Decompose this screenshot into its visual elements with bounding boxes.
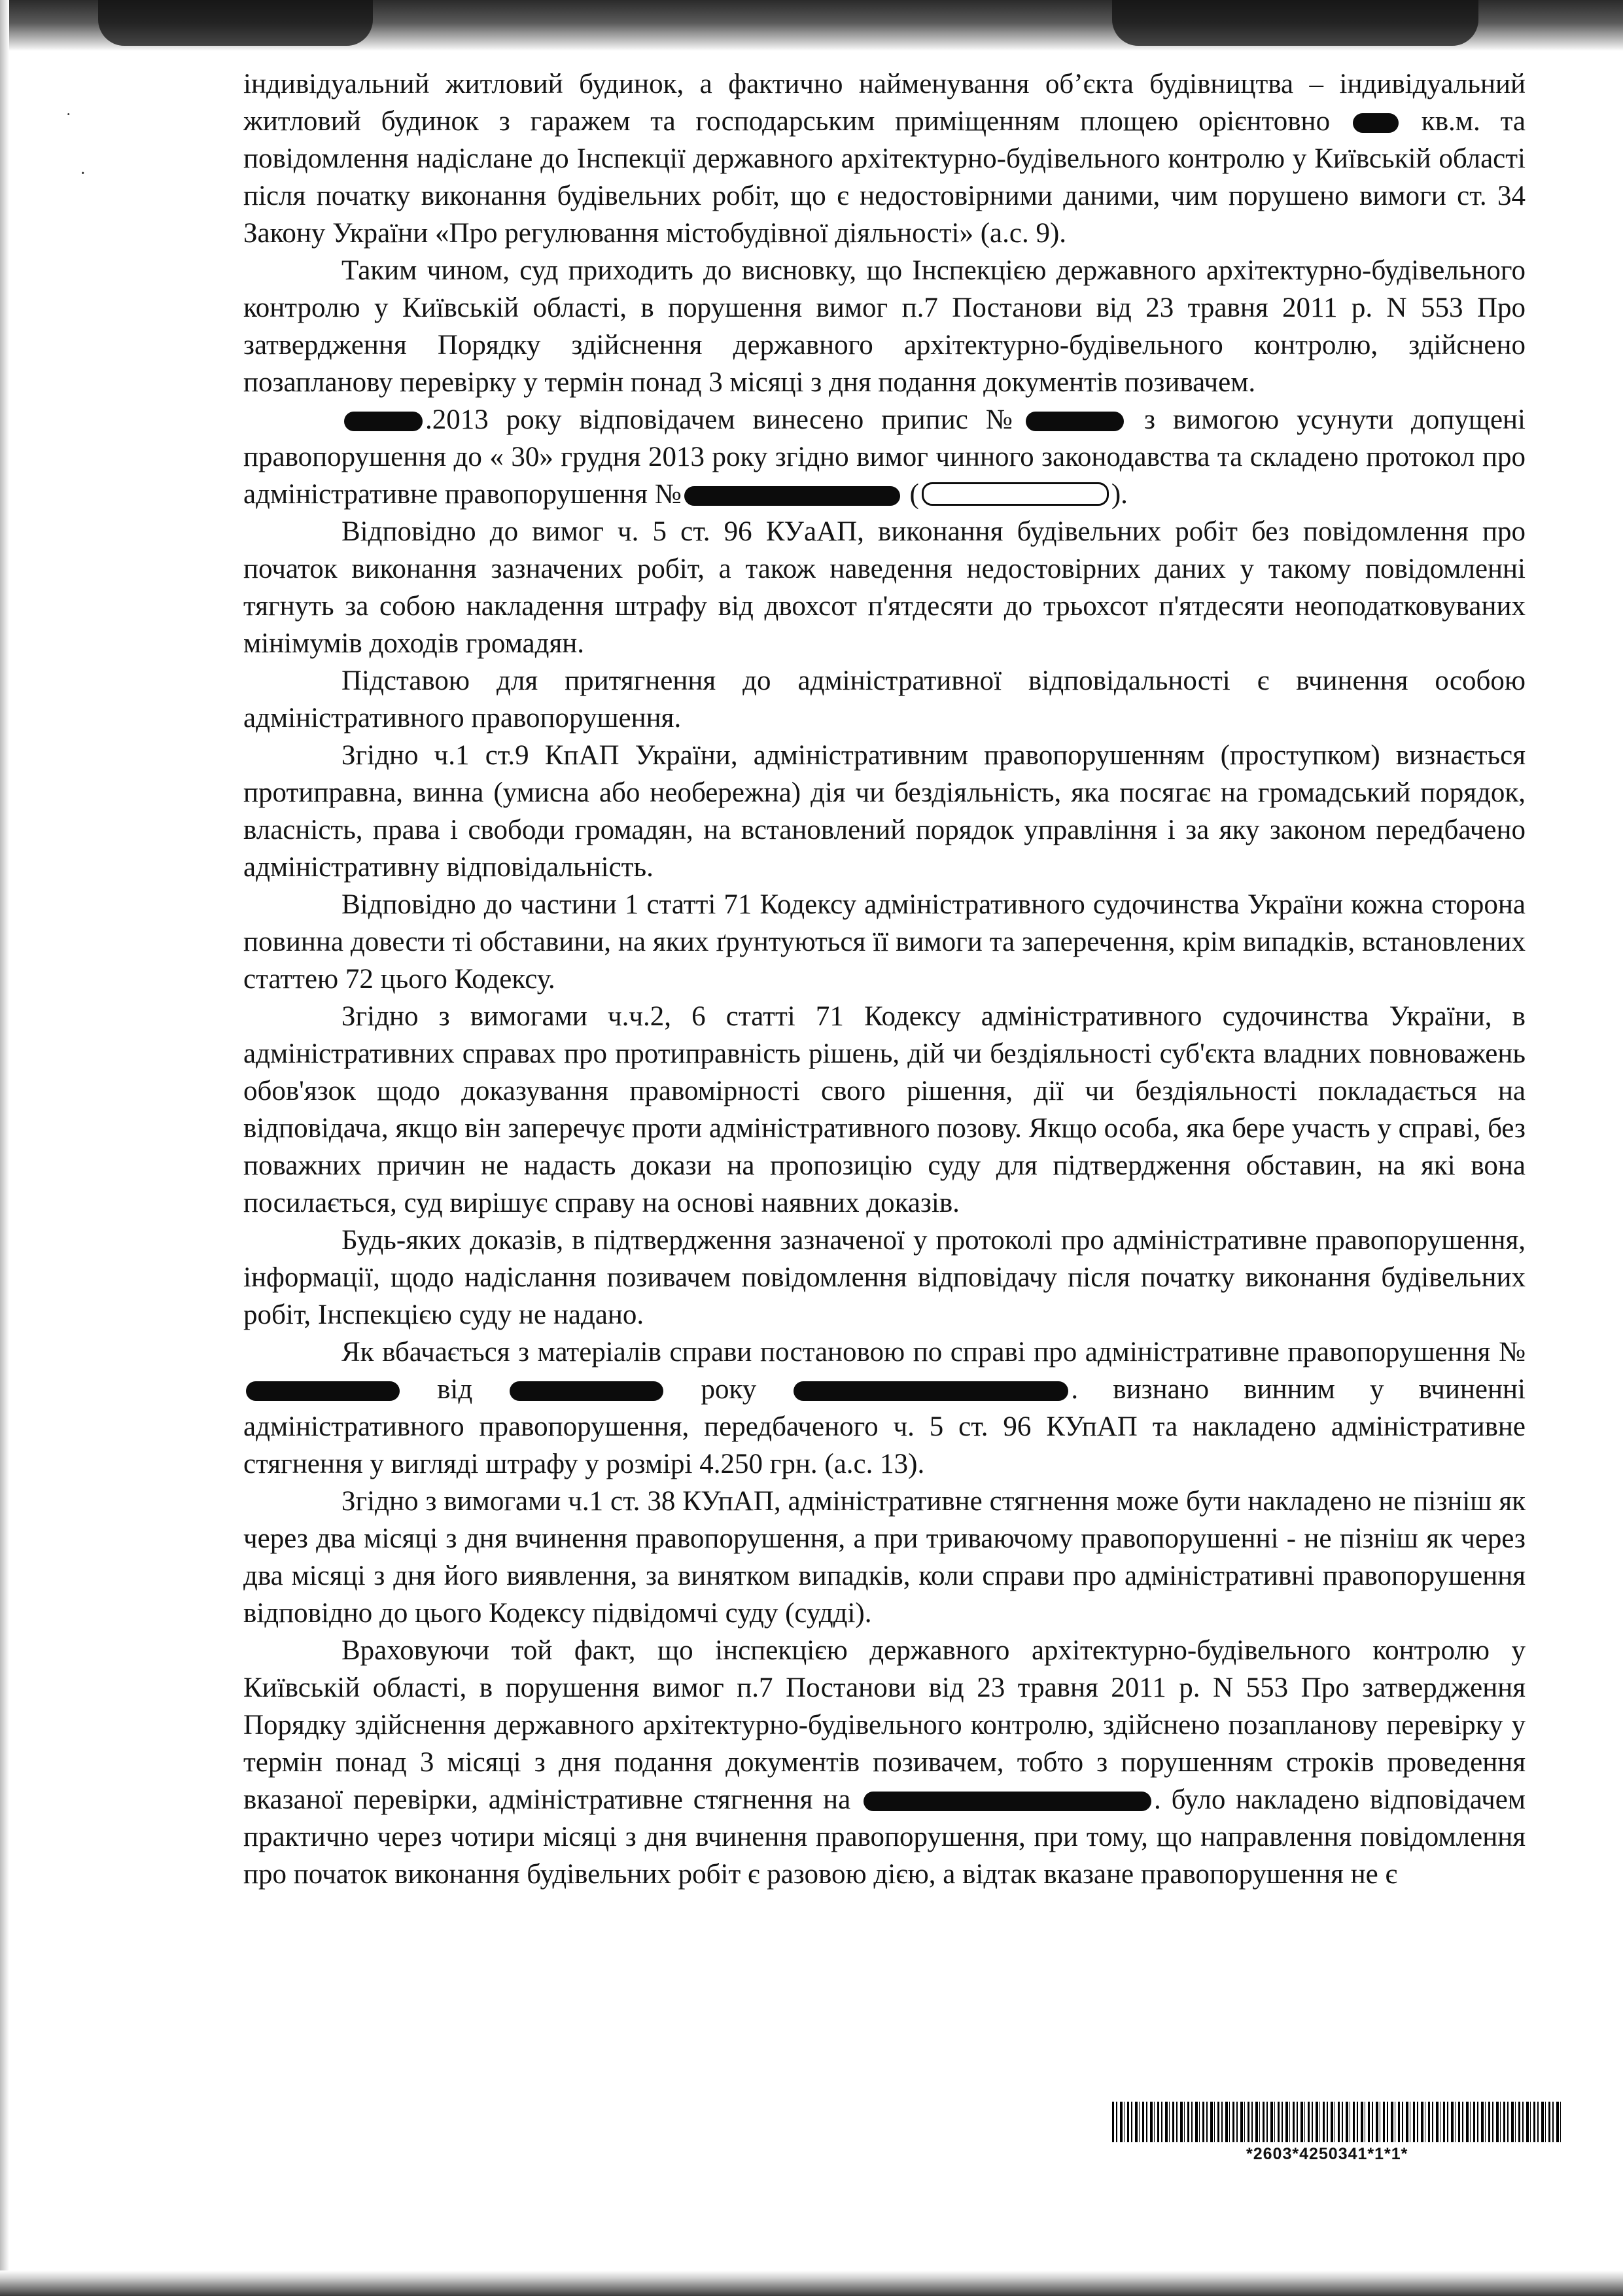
paragraph [243, 737, 1526, 886]
redaction-mark [684, 486, 900, 506]
barcode-number: *2603*4250341*1*1* [1246, 2145, 1408, 2163]
redaction-mark [344, 412, 423, 431]
paragraph [243, 401, 1526, 513]
paragraph [243, 252, 1526, 401]
paragraph-text: Враховуючи той факт, що інспекцією державного архітектурно-будівельного контролю у Київській області, в порушення вимог п.7 Постанови від 23 травня 2011 р. N 553 Про затвердження Порядку здійснення державного архітектурно-будівельного контролю, здійснено позапланову перевірку у термін понад 3 місяці з дня подання документів позивачем, тобто з порушенням строків проведення вказаної перевірки, адміністративне стягнення на [243, 1635, 1526, 1815]
document-page [243, 65, 1526, 1893]
redaction-mark [1353, 113, 1399, 133]
paragraph-text: . було накладено відповідачем практично через чотири місяці з дня вчинення правопорушення, при тому, що направлення повідомлення про початок виконання будівельних робіт є разовою дією, а відтак вказане правопорушення не є [243, 1784, 1526, 1890]
paragraph-text: індивідуальний житловий будинок, а фактично найменування об’єкта будівництва – індивідуальний житловий будинок з гаражем та господарським приміщенням площею орієнтовно [243, 69, 1526, 137]
paragraph-text: Підставою для притягнення до адміністративної відповідальності є вчинення особою адміністративного правопорушення. [243, 665, 1526, 733]
paragraph-text: .2013 року відповідачем винесено припис № [425, 404, 1024, 435]
paragraph-text: від [402, 1374, 508, 1405]
paragraph-text: Згідно ч.1 ст.9 КпАП України, адміністративним правопорушенням (проступком) визнається протиправна, винна (умисна або необережна) дія чи бездіяльність, яка посягає на громадський порядок, власність, права і свободи громадян, на встановлений порядок управління і за яку законом передбачено адміністративну відповідальність. [243, 740, 1526, 883]
scan-shadow-bottom [0, 2270, 1623, 2296]
paragraph-text: Таким чином, суд приходить до висновку, що Інспекцією державного архітектурно-будівельного контролю у Київській області, в порушення вимог п.7 Постанови від 23 травня 2011 р. N 553 Про затвердження Порядку здійснення державного архітектурно-будівельного контролю, здійснено позапланову перевірку у термін понад 3 місяці з дня подання документів позивачем. [243, 255, 1526, 398]
paragraph-text: ( [902, 479, 919, 510]
margin-mark: · [80, 164, 86, 184]
paragraph [243, 1222, 1526, 1333]
paragraph-text: Згідно з вимогами ч.ч.2, 6 статті 71 Кодексу адміністративного судочинства України, в адміністративних справах про протиправність рішень, дій чи бездіяльності суб'єкта владних повноважень обов'язок щодо доказування правомірності свого рішення, дії чи бездіяльності покладається на відповідача, якщо він заперечує проти адміністративного позову. Якщо особа, яка бере участь у справі, без поважних причин не надасть докази на пропозицію суду для підтвердження обставин, на які вона посилається, суд вирішує справу на основі наявних доказів. [243, 1001, 1526, 1218]
redaction-mark [246, 1381, 400, 1401]
paragraph-text: року [666, 1374, 792, 1405]
paragraph-text: Згідно з вимогами ч.1 ст. 38 КУпАП, адміністративне стягнення може бути накладено не пізніш як через два місяці з дня вчинення правопорушення, а при триваючому правопорушенні - не пізніш як через два місяці з дня його виявлення, за винятком випадків, коли справи про адміністративні правопорушення відповідно до цього Кодексу підвідомчі суду (судді). [243, 1486, 1526, 1629]
barcode [1112, 2102, 1563, 2142]
paragraph [243, 513, 1526, 662]
paragraph [243, 1483, 1526, 1632]
margin-mark: ˙ [65, 110, 72, 130]
scan-smudge [98, 0, 373, 46]
paragraph [243, 998, 1526, 1222]
paragraph [243, 1333, 1526, 1483]
redaction-mark [922, 482, 1109, 506]
paragraph [243, 65, 1526, 252]
paragraph [243, 886, 1526, 998]
paragraph-text: Будь-яких доказів, в підтвердження зазначеної у протоколі про адміністративне правопорушення, інформації, щодо надіслання позивачем повідомлення відповідачу після початку виконання будівельних робіт, Інспекцією суду не надано. [243, 1225, 1526, 1330]
paragraph-text: . визнано винним у вчиненні адміністративного правопорушення, передбаченого ч. 5 ст. 96 КУпАП та накладено адміністративне стягнення у вигляді штрафу у розмірі 4.250 грн. (а.с. 13). [243, 1374, 1526, 1479]
paragraph-text: кв.м. та повідомлення надіслане до Інспекції державного архітектурно-будівельного контролю у Київській області після початку виконання будівельних робіт, що є недостовірними даними, чим порушено вимоги ст. 34 Закону України «Про регулювання містобудівної діяльності» (а.с. 9). [243, 106, 1526, 249]
scan-shadow-left [0, 0, 9, 2296]
paragraph-text: з вимогою усунути допущені правопорушення до « 30» грудня 2013 року згідно вимог чинного законодавства та складено протокол про адміністративне правопорушення № [243, 404, 1526, 510]
paragraph-text: Відповідно до вимог ч. 5 ст. 96 КУаАП, виконання будівельних робіт без повідомлення про початок виконання зазначених робіт, а також наведення недостовірних даних у такому повідомленні тягнуть за собою накладення штрафу від двохсот п'ятдесяти до трьохсот п'ятдесяти неоподатковуваних мінімумів доходів громадян. [243, 516, 1526, 659]
paragraph-text: ). [1111, 479, 1128, 510]
paragraph [243, 1632, 1526, 1893]
redaction-mark [794, 1381, 1068, 1401]
paragraph-text: Як вбачається з матеріалів справи постановою по справі про адміністративне правопорушення № [341, 1337, 1526, 1368]
redaction-mark [1026, 412, 1124, 431]
paragraph [243, 662, 1526, 737]
redaction-mark [510, 1381, 663, 1401]
paragraph-text: Відповідно до частини 1 статті 71 Кодексу адміністративного судочинства України кожна сторона повинна довести ті обставини, на яких ґрунтуються її вимоги та заперечення, крім випадків, встановлених статтею 72 цього Кодексу. [243, 889, 1526, 995]
redaction-mark [864, 1792, 1151, 1811]
scan-smudge [1112, 0, 1478, 46]
